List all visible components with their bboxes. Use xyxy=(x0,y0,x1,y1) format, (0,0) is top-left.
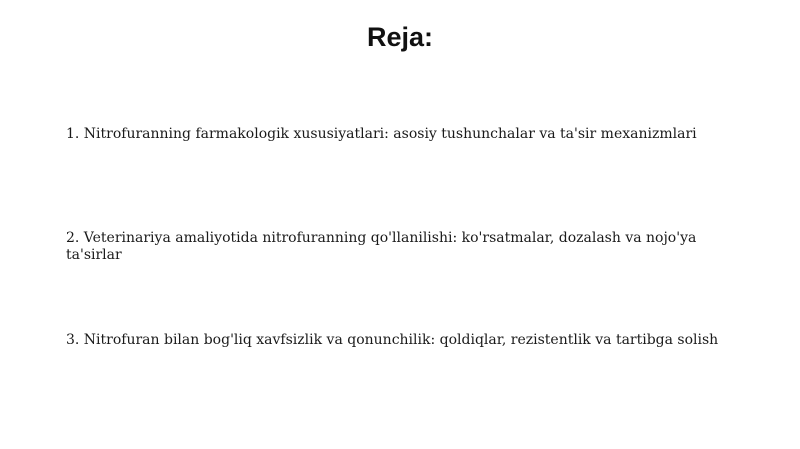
plan-item-2: 2. Veterinariya amaliyotida nitrofuranning qo'llanilishi: ko'rsatmalar, dozalash va nojo'ya ta'sirlar xyxy=(66,230,697,263)
plan-item-1: 1. Nitrofuranning farmakologik xususiyatlari: asosiy tushunchalar va ta'sir mexanizmlari xyxy=(66,126,697,142)
plan-item-3: 3. Nitrofuran bilan bog'liq xavfsizlik va qonunchilik: qoldiqlar, rezistentlik va tartibga solish xyxy=(66,332,719,348)
slide-title: Reja: xyxy=(366,22,434,52)
